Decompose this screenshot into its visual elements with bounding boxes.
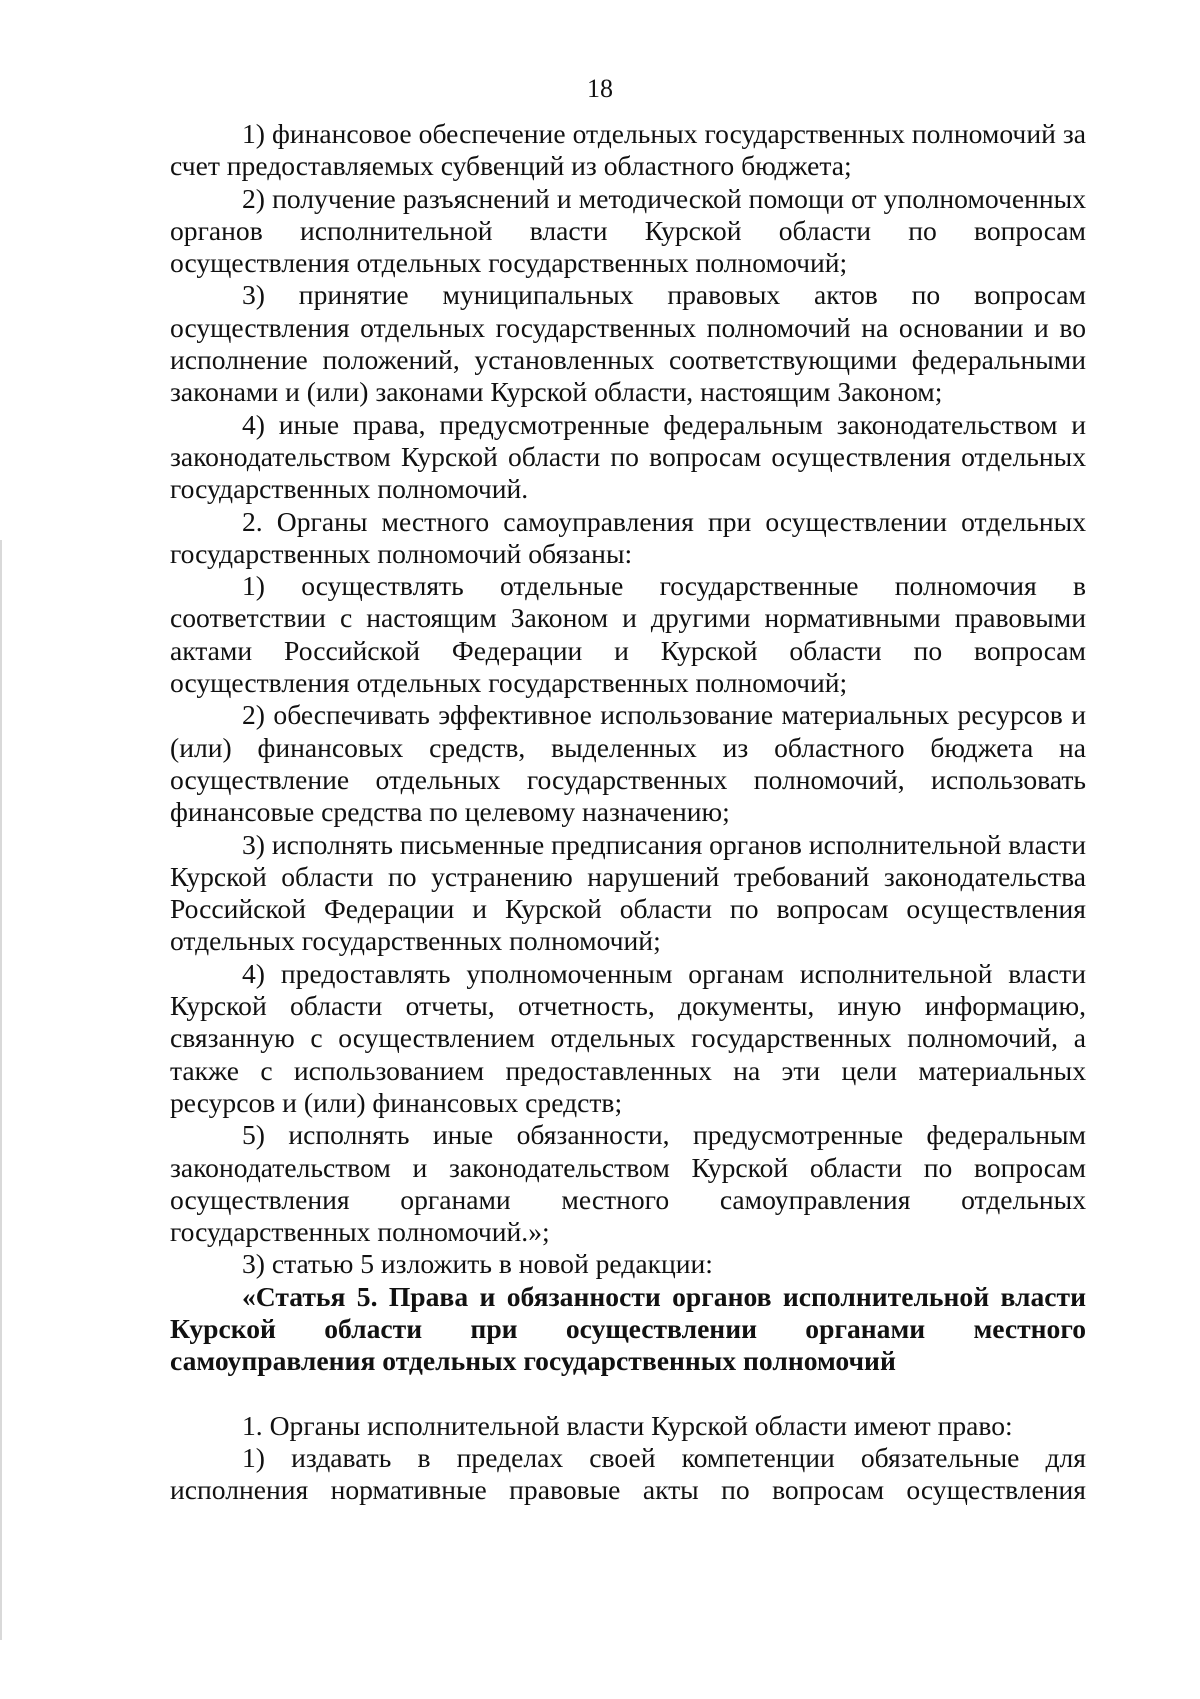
paragraph-rights-2: 2) получение разъяснений и методической помощи от уполномоченных органов исполнительной власти Курской области по вопросам осуществления отдельных государственных полномочий; — [170, 182, 1086, 279]
paragraph-obligation-4: 4) предоставлять уполномоченным органам исполнительной власти Курской области отчеты, отчетность, документы, иную информацию, связанную с осуществлением отдельных государственных полномочий, а также с использованием предоставленных на эти цели материальных ресурсов и (или) финансовых средств; — [170, 957, 1086, 1118]
paragraph-amendment-article-5: 3) статью 5 изложить в новой редакции: — [242, 1248, 713, 1280]
paragraph-rights-4: 4) иные права, предусмотренные федеральным законодательством и законодательством Курской области по вопросам осуществления отдельных государственных полномочий. — [170, 408, 1086, 505]
paragraph-executive-right-1: 1) издавать в пределах своей компетенции обязательные для исполнения нормативные правовые акты по вопросам осуществления — [170, 1441, 1086, 1506]
paragraph-obligation-1: 1) осуществлять отдельные государственные полномочия в соответствии с настоящим Законом и другими нормативными правовыми актами Российской Федерации и Курской области по вопросам осуществления отдельных государственных полномочий; — [170, 570, 1086, 699]
article-5-heading: «Статья 5. Права и обязанности органов исполнительной власти Курской области при осуществлении органами местного самоуправления отдельных государственных полномочий — [170, 1280, 1086, 1377]
paragraph-obligation-2: 2) обеспечивать эффективное использование материальных ресурсов и (или) финансовых средств, выделенных из областного бюджета на осуществление отдельных государственных полномочий, использовать финансовые средства по целевому назначению; — [170, 699, 1086, 828]
scan-edge-line — [0, 540, 2, 1640]
paragraph-rights-1: 1) финансовое обеспечение отдельных государственных полномочий за счет предоставляемых субвенций из областного бюджета; — [170, 118, 1086, 182]
page-number: 18 — [587, 74, 613, 103]
paragraph-obligation-3: 3) исполнять письменные предписания органов исполнительной власти Курской области по устранению нарушений требований законодательства Российской Федерации и Курской области по вопросам осуществления отдельных государственных полномочий; — [170, 828, 1086, 957]
section-gap — [170, 1378, 1086, 1410]
paragraph-rights-3: 3) принятие муниципальных правовых актов по вопросам осуществления отдельных государственных полномочий на основании и во исполнение положений, установленных соответствующими федеральными законами и (или) законами Курской области, настоящим Законом; — [170, 279, 1086, 408]
paragraph-executive-rights-intro: 1. Органы исполнительной власти Курской области имеют право: — [242, 1409, 1013, 1441]
paragraph-obligation-5: 5) исполнять иные обязанности, предусмотренные федеральным законодательством и законодательством Курской области по вопросам осуществления органами местного самоуправления отдельных государственных полномочий.»; — [170, 1119, 1086, 1248]
paragraph-obligations-intro: 2. Органы местного самоуправления при осуществлении отдельных государственных полномочий обязаны: — [170, 505, 1086, 569]
document-body — [170, 118, 1086, 1506]
